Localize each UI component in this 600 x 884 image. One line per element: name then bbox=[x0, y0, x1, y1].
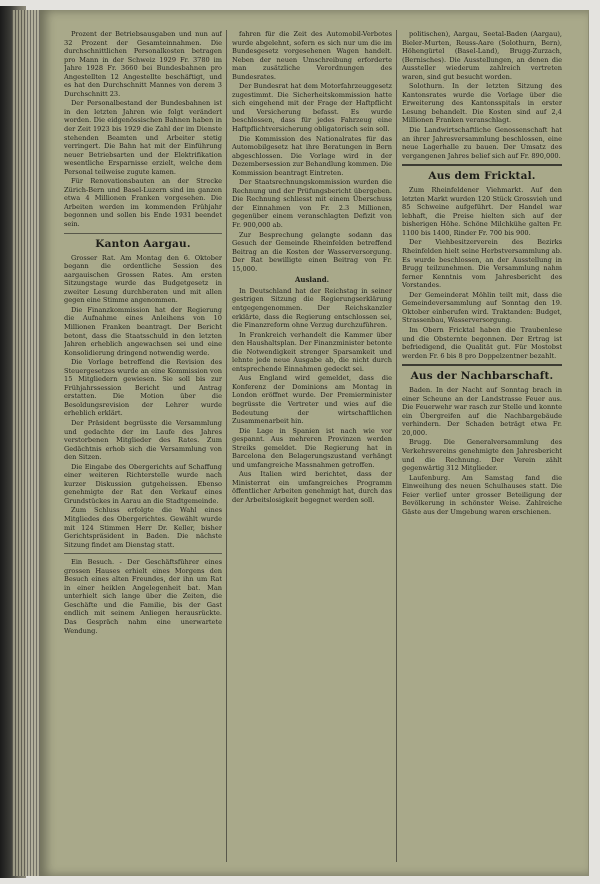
article-paragraph: Im Obern Fricktal haben die Traubenlese und die Obsternte begonnen. Der Ertrag ist befriedigend, die Qualität gut. Für Mostobst werden Fr. 6 bis 8 pro Doppelzentner bezahlt. bbox=[402, 325, 562, 360]
article-paragraph: Zur Besprechung gelangte sodann das Gesuch der Gemeinde Rheinfelden betreffend Beitrag an die Kosten der Wasserversorgung. Der Rat bewilligte einen Beitrag von Fr. 15,000. bbox=[232, 230, 392, 273]
article-paragraph: Der Bundesrat hat dem Motorfahrzeuggesetz zugestimmt. Die Sicherheitskommission hatte sich eingehend mit der Frage der Haftpflicht und Versicherung befasst. Es wurde beschlossen, dass für jedes Fahrzeug eine Haftpflichtversicherung obligatorisch sein soll. bbox=[232, 82, 392, 134]
article-paragraph: Aus Italien wird berichtet, dass der Ministerrat ein umfangreiches Programm öffentlicher Arbeiten genehmigt hat, durch das der Arbeitslosigkeit begegnet werden soll. bbox=[232, 470, 392, 504]
article-paragraph: Prozent der Betriebsausgaben und nun auf 32 Prozent der Gesamteinnahmen. Die durchschnittlichen Personalkosten betragen pro Mann in der Schweiz 1929 Fr. 3780 im Jahre 1928 Fr. 3660 bei Bundesbahnen pro Angestellten 12 Angestellte beschäftigt, und es hat den Durchschnitt Mannes von derem 3 Durchschnitt 23. bbox=[64, 30, 222, 98]
article-paragraph: Baden. In der Nacht auf Sonntag brach in einer Scheune an der Landstrasse Feuer aus. Die Feuerwehr war rasch zur Stelle und konnte ein Übergreifen auf die Nachbargebäude verhindern. Der Schaden beträgt etwa Fr. 20,000. bbox=[402, 386, 562, 437]
divider bbox=[402, 364, 562, 366]
article-paragraph: Solothurn. In der letzten Sitzung des Kantonsrates wurde die Vorlage über die Erweiterung des Kantonsspitals in erster Lesung behandelt. Die Kosten sind auf 2,4 Millionen Franken veranschlagt. bbox=[402, 82, 562, 125]
article-paragraph: Die Finanzkommission hat der Regierung die Aufnahme eines Anleihens von 10 Millionen Franken beantragt. Der Bericht betont, dass die Staatsschuld in den letzten Jahren erheblich angewachsen sei und eine Konsolidierung dringend notwendig werde. bbox=[64, 305, 222, 357]
column-rule bbox=[226, 30, 227, 862]
column-2 bbox=[232, 30, 392, 862]
sub-heading-ausland: Ausland. bbox=[294, 275, 330, 285]
article-paragraph: Der Präsident begrüsste die Versammlung und gedachte der im Laufe des Jahres verstorbenen Mitglieder des Rates. Zum Gedächtnis erhob sich die Versammlung von den Sitzen. bbox=[64, 418, 222, 462]
article-paragraph: In Deutschland hat der Reichstag in seiner gestrigen Sitzung die Regierungserklärung entgegengenommen. Der Reichskanzler erklärte, dass die Regierung entschlossen sei, die Finanzreform ohne Verzug durchzuführen. bbox=[232, 286, 392, 330]
article-paragraph: Brugg. Die Generalversammlung des Verkehrsvereins genehmigte den Jahresbericht und die Rechnung. Der Verein zählt gegenwärtig 312 Mitglieder. bbox=[402, 438, 562, 473]
column-3 bbox=[402, 30, 562, 862]
article-paragraph: Die Eingabe des Obergerichts auf Schaffung einer weiteren Richterstelle wurde nach kurzer Diskussion gutgeheissen. Ebenso genehmigte der Rat den Verkauf eines Grundstückes in Aarau an die Stadtgemeinde. bbox=[64, 462, 222, 505]
article-paragraph: Die Lage in Spanien ist nach wie vor gespannt. Aus mehreren Provinzen werden Streiks gemeldet. Die Regierung hat in Barcelona den Belagerungszustand verhängt und umfangreiche Massnahmen getroffen. bbox=[232, 426, 392, 469]
article-paragraph: fahren für die Zeit des Automobil-Verbotes wurde abgelehnt, sofern es sich nur um die im Bundesgesetz vorgesehenen Wagen handelt. Neben der neuen Umschreibung erforderte man zusätzliche Verordnungen des Bundesrates. bbox=[232, 30, 392, 81]
divider bbox=[402, 164, 562, 166]
divider bbox=[64, 233, 222, 234]
article-paragraph: Der Viehbesitzerverein des Bezirks Rheinfelden hielt seine Herbstversammlung ab. Es wurde beschlossen, an der Ausstellung in Brugg teilzunehmen. Die Versammlung nahm ferner Kenntnis vom Jahresbericht des Vorstandes. bbox=[402, 238, 562, 290]
article-paragraph: Die Vorlage betreffend die Revision des Steuergesetzes wurde an eine Kommission von 15 Mitgliedern gewiesen. Sie soll bis zur Frühjahrssession Bericht und Antrag erstatten. Die Motion über die Besoldungsrevision der Lehrer wurde erheblich erklärt. bbox=[64, 358, 222, 418]
article-paragraph: Aus England wird gemeldet, dass die Konferenz der Dominions am Montag in London eröffnet wurde. Der Premierminister begrüsste die Vertreter und wies auf die Bedeutung der wirtschaftlichen Zusammenarbeit hin. bbox=[232, 374, 392, 426]
article-paragraph: Die Kommission des Nationalrates für das Automobilgesetz hat ihre Beratungen in Bern abgeschlossen. Die Vorlage wird in der Dezembersession zur Behandlung kommen. Die Kommission beantragt Eintreten. bbox=[232, 134, 392, 177]
section-heading-aargau: Kanton Aargau. bbox=[95, 237, 191, 250]
article-paragraph: Der Gemeinderat Möhlin teilt mit, dass die Gemeindeversammlung auf Sonntag den 19. Oktober einberufen wird. Traktanden: Budget, Strassenbau, Wasserversorgung. bbox=[402, 290, 562, 325]
article-paragraph: Die Landwirtschaftliche Genossenschaft hat an ihrer Jahresversammlung beschlossen, eine neue Lagerhalle zu bauen. Der Umsatz des vergangenen Jahres belief sich auf Fr. 890,000. bbox=[402, 126, 562, 160]
column-1 bbox=[64, 30, 222, 862]
article-paragraph: politischen), Aargau, Seetal-Baden (Aargau), Bieler-Murten, Reuss-Aare (Solothurn, Bern), Höhengürtel (Basel-Land), Brugg-Zurzach, (Bernisches). Die Ausstellungen, an denen die Aussteller wiederum zahlreich vertreten waren, sind gut besucht worden. bbox=[402, 30, 562, 81]
section-heading-nachbarschaft: Aus der Nachbarschaft. bbox=[410, 370, 554, 383]
article-paragraph: Grosser Rat. Am Montag den 6. Oktober begann die ordentliche Session des aargauischen Grossen Rates. Am ersten Sitzungstage wurde das Budgetgesetz in zweiter Lesung durchberaten und mit allen gegen eine Stimme angenommen. bbox=[64, 253, 222, 305]
article-paragraph: Laufenburg. Am Samstag fand die Einweihung des neuen Schulhauses statt. Die Feier verlief unter grosser Beteiligung der Bevölkerung in schönster Weise. Zahlreiche Gäste aus der Umgebung waren erschienen. bbox=[402, 473, 562, 516]
divider bbox=[64, 553, 222, 554]
newspaper-page bbox=[40, 10, 588, 876]
article-paragraph: Der Staatsrechnungskommission wurden die Rechnung und der Prüfungsbericht übergeben. Die Rechnung schliesst mit einem Überschuss der Einnahmen von Fr. 2.3 Millionen, gegenüber einem veranschlagten Defizit von Fr. 900,000 ab. bbox=[232, 178, 392, 230]
article-paragraph: Zum Rheinfeldener Viehmarkt. Auf den letzten Markt wurden 120 Stück Grossvieh und 85 Schweine aufgeführt. Der Handel war lebhaft, die Preise hielten sich auf der bisherigen Höhe. Schöne Milchkühe galten Fr. 1100 bis 1400, Rinder Fr. 700 bis 900. bbox=[402, 186, 562, 237]
section-heading-fricktal: Aus dem Fricktal. bbox=[428, 170, 536, 183]
article-paragraph: Für Renovationsbauten an der Strecke Zürich-Bern und Basel-Luzern sind im ganzen etwa 4 Millionen Franken vorgesehen. Die Arbeiten werden im kommenden Frühjahr begonnen und sollen bis Ende 1931 beendet sein. bbox=[64, 177, 222, 229]
article-paragraph: In Frankreich verhandelt die Kammer über den Haushaltsplan. Der Finanzminister betonte die Notwendigkeit strenger Sparsamkeit und lehnte jede neue Ausgabe ab, die nicht durch entsprechende Einnahmen gedeckt sei. bbox=[232, 330, 392, 373]
article-paragraph: Der Personalbestand der Bundesbahnen ist in den letzten Jahren wie folgt verändert worden. Die eidgenössischen Bahnen haben in der Zeit 1923 bis 1929 die Zahl der im Dienste stehenden Beamten und Arbeiter stetig verringert. Die Bahn hat mit der Einführung neuer Betriebsarten und der Elektrifikation wesentliche Ersparnisse erzielt, welche dem Personal teilweise zugute kamen. bbox=[64, 99, 222, 176]
column-rule bbox=[396, 30, 397, 862]
feuilleton-paragraph: Ein Besuch. - Der Geschäftsführer eines grossen Hauses erhielt eines Morgens den Besuch eines alten Freundes, der ihn um Rat in einer heiklen Angelegenheit bat. Man unterhielt sich lange über die Zeiten, die Geschäfte und die Familie, bis der Gast endlich mit seinem Anliegen herausrückte. Das Gespräch nahm eine unerwartete Wendung. bbox=[64, 558, 222, 635]
article-paragraph: Zum Schluss erfolgte die Wahl eines Mitgliedes des Obergerichtes. Gewählt wurde mit 124 Stimmen Herr Dr. Keller, bisher Gerichtspräsident in Baden. Die nächste Sitzung findet am Dienstag statt. bbox=[64, 506, 222, 549]
